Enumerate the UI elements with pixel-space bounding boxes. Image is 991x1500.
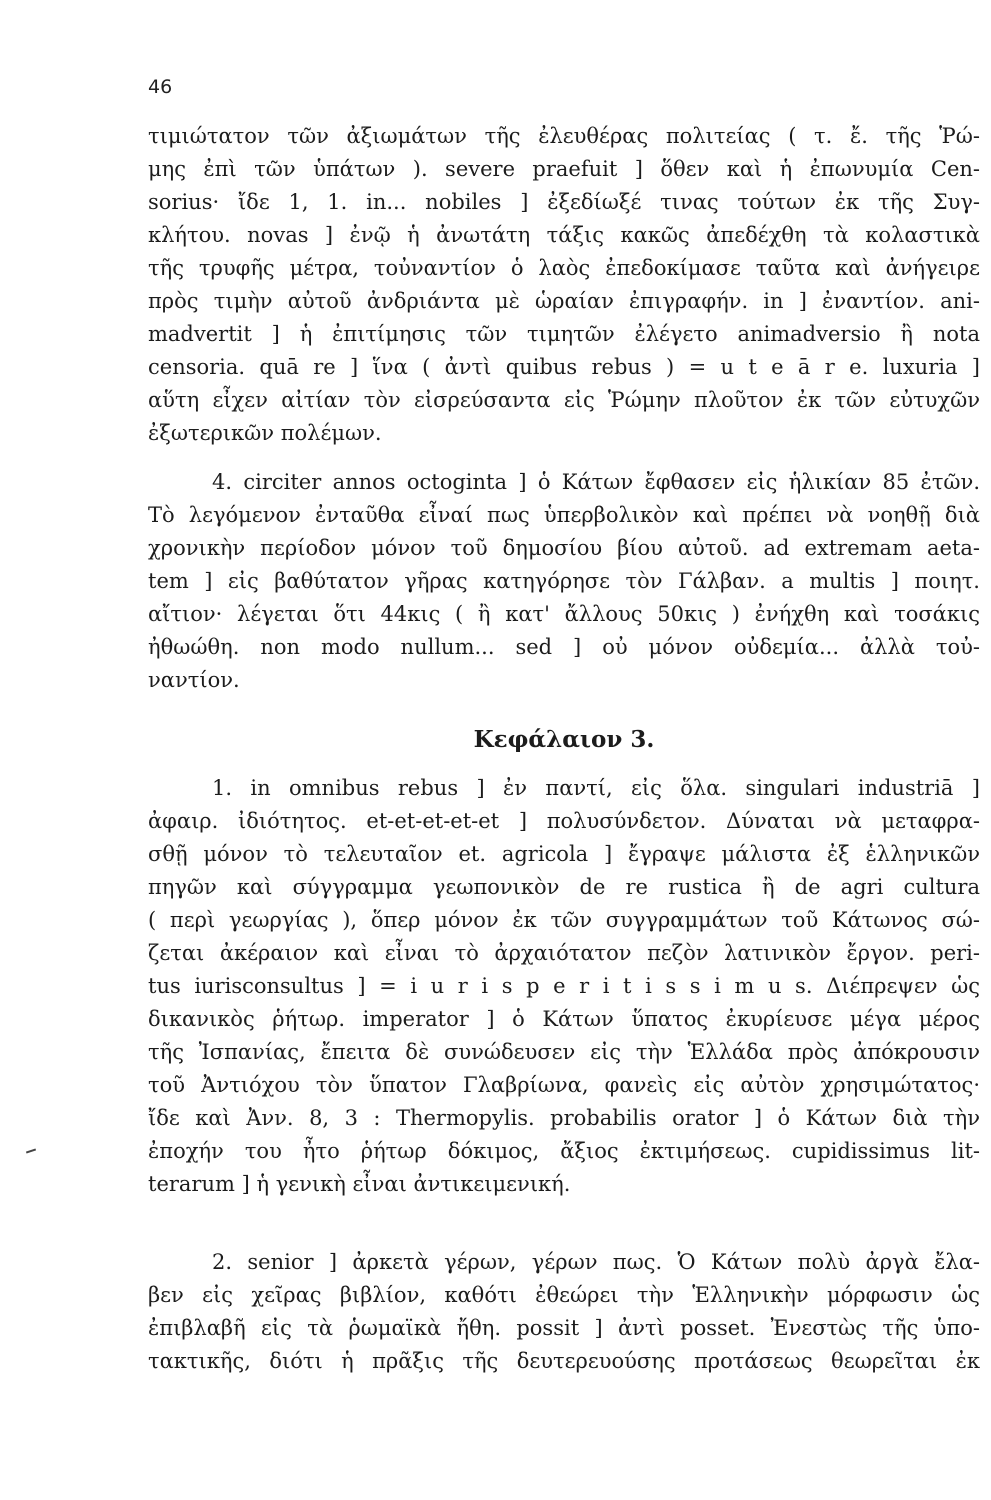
text-line: τῆς τρυφῆς μέτρα, τοὐναντίον ὁ λαὸς ἐπεδοκίμασε ταῦτα καὶ ἀνήγειρε bbox=[148, 256, 980, 280]
text-line: ἀφαιρ. ἰδιότητος. et-et-et-et-et ] πολυσύνδετον. Δύναται νὰ μεταφρα- bbox=[148, 809, 980, 833]
text-line: censoria. quā re ] ἵνα ( ἀντὶ quibus rebus ) = u t e ā r e. luxuria ] bbox=[148, 355, 980, 379]
text-line: τιμιώτατον τῶν ἀξιωμάτων τῆς ἐλευθέρας πολιτείας ( τ. ἔ. τῆς Ῥώ- bbox=[148, 124, 980, 148]
text-line: τοῦ Ἀντιόχου τὸν ὕπατον Γλαβρίωνα, φανεὶς εἰς αὐτὸν χρησιμώτατος· bbox=[148, 1073, 980, 1097]
text-line: 1. in omnibus rebus ] ἐν παντί, εἰς ὅλα. singulari industriā ] bbox=[212, 776, 980, 800]
text-line: tus iurisconsultus ] = i u r i s p e r i t i s s i m u s. Διέπρεψεν ὡς bbox=[148, 974, 980, 998]
text-line: ἐπιβλαβῆ εἰς τὰ ῥωμαϊκὰ ἤθη. possit ] ἀντὶ posset. Ἐνεστὼς τῆς ὑπο- bbox=[148, 1316, 980, 1340]
text-line: ἐξωτερικῶν πολέμων. bbox=[148, 421, 382, 445]
text-line: tem ] εἰς βαθύτατον γῆρας κατηγόρησε τὸν Γάλβαν. a multis ] ποιητ. bbox=[148, 569, 980, 593]
margin-mark bbox=[26, 1149, 36, 1154]
text-line: αἴτιον· λέγεται ὅτι 44κις ( ἢ κατ' ἄλλους 50κις ) ἐνήχθη καὶ τοσάκις bbox=[148, 602, 980, 626]
text-line: terarum ] ἡ γενικὴ εἶναι ἀντικειμενική. bbox=[148, 1172, 571, 1196]
chapter-heading: Κεφάλαιον 3. bbox=[473, 726, 655, 753]
text-line: 4. circiter annos octoginta ] ὁ Κάτων ἔφθασεν εἰς ἡλικίαν 85 ἐτῶν. bbox=[212, 470, 980, 494]
text-line: βεν εἰς χεῖρας βιβλίον, καθότι ἐθεώρει τὴν Ἑλληνικὴν μόρφωσιν ὡς bbox=[148, 1283, 980, 1307]
text-line: 2. senior ] ἀρκετὰ γέρων, γέρων πως. Ὁ Κάτων πολὺ ἀργὰ ἔλα- bbox=[212, 1250, 980, 1274]
text-line: πρὸς τιμὴν αὐτοῦ ἀνδριάντα μὲ ὡραίαν ἐπιγραφήν. in ] ἐναντίον. ani- bbox=[148, 289, 980, 313]
text-line: madvertit ] ἡ ἐπιτίμησις τῶν τιμητῶν ἐλέγετο animadversio ἢ nota bbox=[148, 322, 980, 346]
commentary-paragraph-4 bbox=[148, 1246, 980, 1378]
commentary-paragraph-2 bbox=[148, 466, 980, 697]
text-line: Τὸ λεγόμενον ἐνταῦθα εἶναί πως ὑπερβολικὸν καὶ πρέπει νὰ νοηθῇ διὰ bbox=[148, 503, 980, 527]
text-line: ζεται ἀκέραιον καὶ εἶναι τὸ ἀρχαιότατον πεζὸν λατινικὸν ἔργον. peri- bbox=[148, 941, 980, 965]
text-line: χρονικὴν περίοδον μόνον τοῦ δημοσίου βίου αὐτοῦ. ad extremam aeta- bbox=[148, 536, 980, 560]
text-line: μης ἐπὶ τῶν ὑπάτων ). severe praefuit ] ὅθεν καὶ ἡ ἐπωνυμία Cen- bbox=[148, 157, 980, 181]
text-line: αὕτη εἶχεν αἰτίαν τὸν εἰσρεύσαντα εἰς Ῥώμην πλοῦτον ἐκ τῶν εὐτυχῶν bbox=[148, 388, 980, 412]
text-line: τακτικῆς, διότι ἡ πρᾶξις τῆς δευτερευούσης προτάσεως θεωρεῖται ἐκ bbox=[148, 1349, 980, 1373]
text-line: ( περὶ γεωργίας ), ὅπερ μόνον ἐκ τῶν συγγραμμάτων τοῦ Κάτωνος σώ- bbox=[148, 908, 980, 932]
text-line: τῆς Ἰσπανίας, ἔπειτα δὲ συνώδευσεν εἰς τὴν Ἑλλάδα πρὸς ἀπόκρουσιν bbox=[148, 1040, 980, 1064]
text-line: sorius· ἴδε 1, 1. in... nobiles ] ἐξεδίωξέ τινας τούτων ἐκ τῆς Συγ- bbox=[148, 190, 980, 214]
text-line: ἐποχήν του ἦτο ῥήτωρ δόκιμος, ἄξιος ἐκτιμήσεως. cupidissimus lit- bbox=[148, 1139, 980, 1163]
text-line: ἠθωώθη. non modo nullum... sed ] οὐ μόνον οὐδεμία... ἀλλὰ τοὐ- bbox=[148, 635, 980, 659]
text-line: κλήτου. novas ] ἐνῷ ἡ ἀνωτάτη τάξις κακῶς ἀπεδέχθη τὰ κολαστικὰ bbox=[148, 223, 980, 247]
text-line: ἴδε καὶ Ἀνν. 8, 3 : Thermopylis. probabilis orator ] ὁ Κάτων διὰ τὴν bbox=[148, 1106, 980, 1130]
text-line: δικανικὸς ῥήτωρ. imperator ] ὁ Κάτων ὕπατος ἐκυρίευσε μέγα μέρος bbox=[148, 1007, 980, 1031]
commentary-paragraph-3 bbox=[148, 772, 980, 1201]
text-line: ναντίον. bbox=[148, 668, 240, 692]
text-line: σθῇ μόνον τὸ τελευταῖον et. agricola ] ἔγραψε μάλιστα ἐξ ἑλληνικῶν bbox=[148, 842, 980, 866]
text-line: πηγῶν καὶ σύγγραμμα γεωπονικὸν de re rustica ἢ de agri cultura bbox=[148, 875, 980, 899]
page-number: 46 bbox=[148, 76, 173, 98]
commentary-paragraph-1 bbox=[148, 120, 980, 450]
